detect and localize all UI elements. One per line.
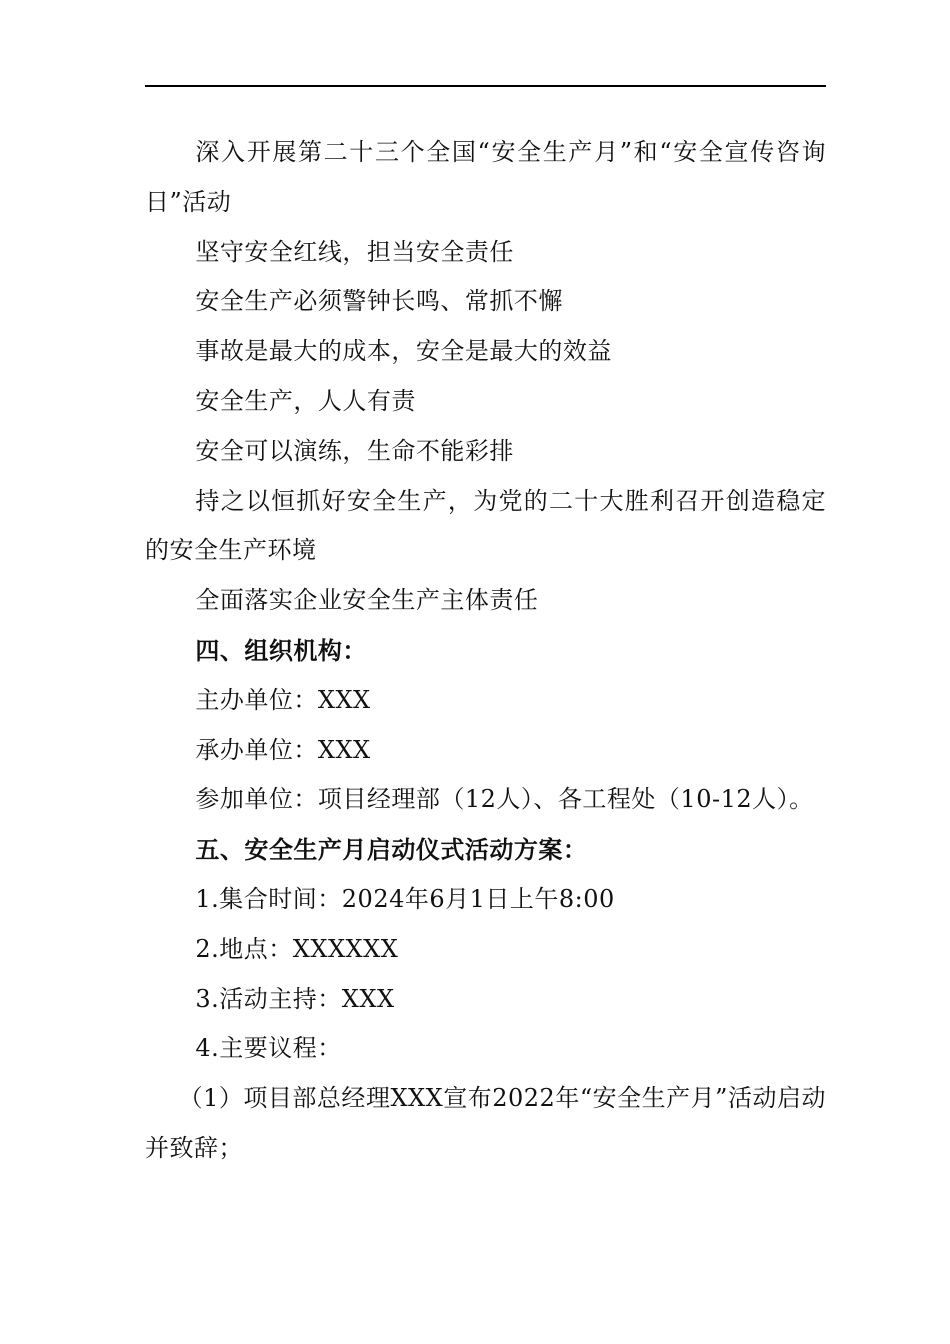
slogan-alarm-bell: 安全生产必须警钟长鸣、常抓不懈 [195,287,563,316]
organizer-line: 主办单位：XXX [195,685,371,714]
co-organizer-line: 承办单位：XXX [195,735,371,764]
slogan-enterprise-responsibility: 全面落实企业安全生产主体责任 [195,586,539,615]
header-rule [145,85,826,87]
participants-line: 参加单位：项目经理部（12人）、各工程处（10-12人）。 [195,785,814,814]
list-item-location: 2.地点：XXXXXX [195,934,399,963]
slogan-persistence: 持之以恒抓好安全生产，为党的二十大胜利召开创造稳定的安全生产环境 [145,486,826,565]
section-heading-launch-plan: 五、安全生产月启动仪式活动方案： [195,835,588,865]
document-body [145,128,826,1174]
list-item-host: 3.活动主持：XXX [195,984,395,1013]
section-heading-organization: 四、组织机构： [195,635,367,665]
list-item-agenda: 4.主要议程： [195,1034,342,1063]
slogan-red-line: 坚守安全红线，担当安全责任 [195,237,514,266]
agenda-item-1: （1）项目部总经理XXX宣布2022年“安全生产月”活动启动并致辞； [145,1084,826,1162]
slogan-everyone-responsible: 安全生产，人人有责 [195,386,416,415]
slogan-drill-rehearsal: 安全可以演练，生命不能彩排 [195,436,514,465]
list-item-assembly-time: 1.集合时间：2024年6月1日上午8:00 [195,884,615,913]
slogan-cost-benefit: 事故是最大的成本，安全是最大的效益 [195,337,612,366]
paragraph-activity-title: 深入开展第二十三个全国“安全生产月”和“安全宣传咨询日”活动 [145,138,826,216]
